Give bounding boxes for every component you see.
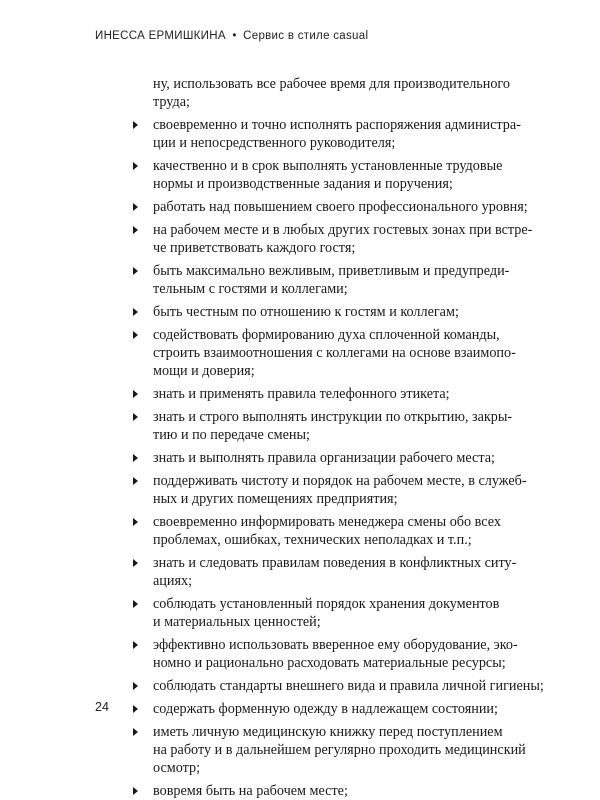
text-line: ациях; (153, 573, 193, 589)
text-line: знать и следовать правилам поведения в конфликтных ситу- (153, 555, 517, 571)
list-item (130, 385, 488, 403)
text-line: труда; (153, 94, 190, 110)
list-item (130, 782, 488, 800)
text-line: номно и рационально расходовать материальные ресурсы; (153, 655, 506, 671)
text-line: проблемах, ошибках, технических неполадках и т.п.; (153, 532, 472, 548)
text-line: на рабочем месте и в любых других гостевых зонах при встре- (153, 222, 533, 238)
bullet-list (130, 116, 544, 800)
list-item (130, 262, 510, 298)
text-line: соблюдать установленный порядок хранения документов (153, 596, 500, 612)
list-item (130, 723, 526, 777)
triangle-bullet-icon (133, 413, 138, 421)
text-line: тию и по передаче смены; (153, 427, 310, 443)
triangle-bullet-icon (133, 682, 138, 690)
list-item (130, 303, 488, 321)
text-line: ции и непосредственного руководителя; (153, 135, 396, 151)
triangle-bullet-icon (133, 331, 138, 339)
list-item (130, 157, 503, 193)
list-item (130, 595, 500, 631)
text-line: своевременно информировать менеджера смены обо всех (153, 514, 501, 530)
triangle-bullet-icon (133, 477, 138, 485)
text-line: соблюдать стандарты внешнего вида и правила личной гигиены; (153, 678, 544, 694)
text-line: на работу и в дальнейшем регулярно проходить медицинский (153, 742, 526, 758)
header-separator: • (232, 30, 237, 42)
list-item (130, 636, 518, 672)
triangle-bullet-icon (133, 559, 138, 567)
text-line: содействовать формированию духа сплоченной команды, (153, 327, 500, 343)
list-item (130, 408, 513, 444)
triangle-bullet-icon (133, 226, 138, 234)
text-line: быть максимально вежливым, приветливым и предупреди- (153, 263, 510, 279)
triangle-bullet-icon (133, 203, 138, 211)
continued-paragraph (130, 75, 510, 111)
text-line: работать над повышением своего профессионального уровня; (153, 199, 528, 215)
list-item (130, 449, 495, 467)
text-line: и материальных ценностей; (153, 614, 321, 630)
text-line: знать и применять правила телефонного этикета; (153, 386, 450, 402)
text-line: содержать форменную одежду в надлежащем состоянии; (153, 701, 498, 717)
text-line: эффективно использовать вверенное ему оборудование, эко- (153, 637, 518, 653)
text-line: поддерживать чистоту и порядок на рабочем месте, в служеб- (153, 473, 527, 489)
text-line: че приветствовать каждого гостя; (153, 240, 356, 256)
text-line: знать и строго выполнять инструкции по открытию, закры- (153, 409, 513, 425)
text-line: иметь личную медицинскую книжку перед поступлением (153, 724, 503, 740)
triangle-bullet-icon (133, 518, 138, 526)
list-item (130, 472, 527, 508)
list-item (130, 221, 533, 257)
header-book-title: Сервис в стиле casual (243, 30, 369, 42)
triangle-bullet-icon (133, 267, 138, 275)
text-line: знать и выполнять правила организации рабочего места; (153, 450, 495, 466)
text-line: качественно и в срок выполнять установленные трудовые (153, 158, 503, 174)
triangle-bullet-icon (133, 390, 138, 398)
triangle-bullet-icon (133, 728, 138, 736)
list-item (130, 554, 517, 590)
triangle-bullet-icon (133, 454, 138, 462)
body-text (130, 75, 544, 800)
text-line: мощи и доверия; (153, 363, 255, 379)
list-item (130, 513, 501, 549)
running-header (95, 30, 368, 42)
list-item (130, 700, 498, 718)
triangle-bullet-icon (133, 787, 138, 795)
list-item (130, 677, 544, 695)
triangle-bullet-icon (133, 162, 138, 170)
text-line: ну, использовать все рабочее время для производительного (153, 76, 510, 92)
text-line: вовремя быть на рабочем месте; (153, 783, 348, 799)
triangle-bullet-icon (133, 121, 138, 129)
triangle-bullet-icon (133, 705, 138, 713)
triangle-bullet-icon (133, 641, 138, 649)
text-line: строить взаимоотношения с коллегами на основе взаимопо- (153, 345, 516, 361)
text-line: осмотр; (153, 760, 201, 776)
list-item (130, 326, 516, 380)
triangle-bullet-icon (133, 308, 138, 316)
triangle-bullet-icon (133, 600, 138, 608)
text-line: тельным с гостями и коллегами; (153, 281, 348, 297)
page-number: 24 (95, 700, 109, 714)
list-item (130, 198, 528, 216)
list-item (130, 116, 521, 152)
text-line: нормы и производственные задания и поручения; (153, 176, 453, 192)
text-line: ных и других помещениях предприятия; (153, 491, 398, 507)
text-line: своевременно и точно исполнять распоряжения администра- (153, 117, 521, 133)
header-author: ИНЕССА ЕРМИШКИНА (95, 30, 226, 42)
text-line: быть честным по отношению к гостям и коллегам; (153, 304, 459, 320)
